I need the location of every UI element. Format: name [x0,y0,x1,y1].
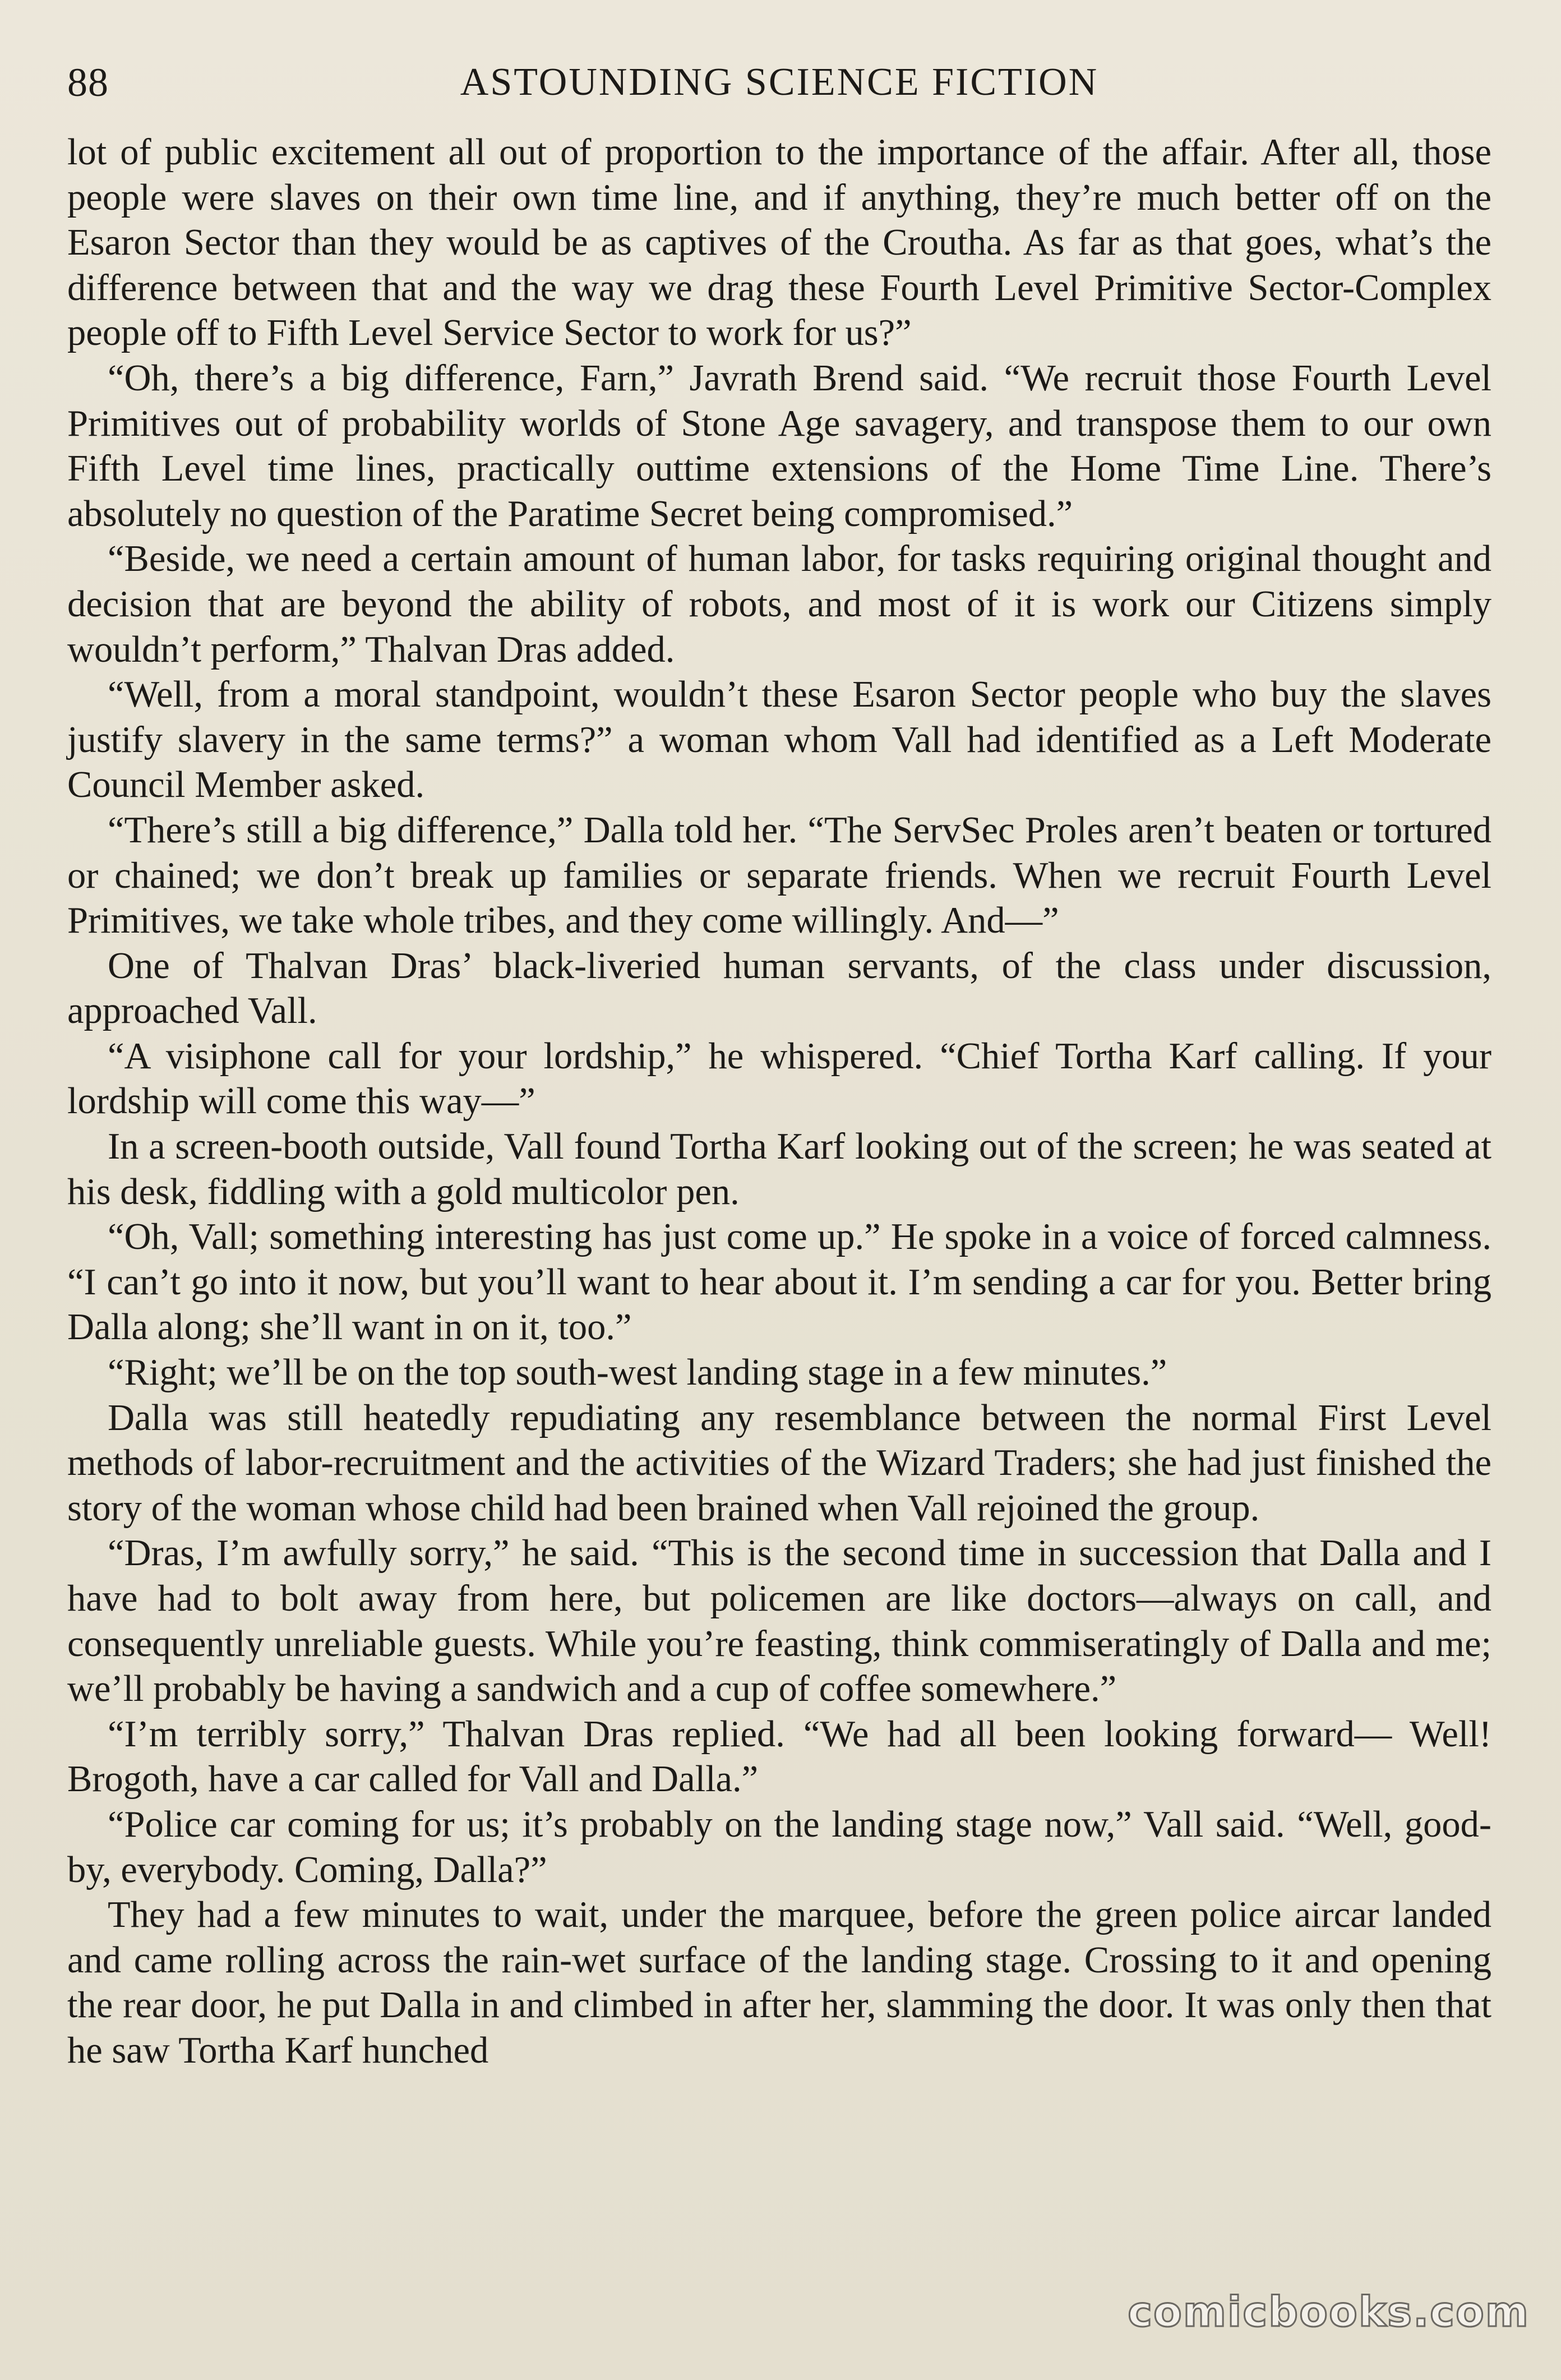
running-head: ASTOUNDING SCIENCE FICTION [460,61,1099,104]
paragraph: “Well, from a moral standpoint, wouldn’t these Esaron Sector people who buy the slaves justify slavery in the same terms?” a woman whom Vall had identified as a Left Moderate Council Member asked. [67,674,1491,806]
paragraph: “There’s still a big difference,” Dalla told her. “The ServSec Proles aren’t beaten or tortured or chained; we don’t break up families or separate friends. When we recruit Fourth Level Primitives, we take whole tribes, and they come willingly. And—” [67,809,1491,942]
paragraph: “A visiphone call for your lordship,” he whispered. “Chief Tortha Karf calling. If your lordship will come this way—” [67,1035,1491,1122]
watermark: comicbooks.com [1128,2288,1530,2336]
page-number: 88 [67,60,109,105]
paragraph: In a screen-booth outside, Vall found Tortha Karf looking out of the screen; he was seated at his desk, fiddling with a gold multicolor pen. [67,1126,1491,1212]
page-header [67,52,1491,113]
paragraph: “Beside, we need a certain amount of human labor, for tasks requiring original thought and decision that are beyond the ability of robots, and most of it is work our Citizens simply wouldn’t perform,” Thalvan Dras added. [67,538,1491,670]
paragraph: “Oh, Vall; something interesting has just come up.” He spoke in a voice of forced calmness. “I can’t go into it now, but you’ll want to hear about it. I’m sending a car for you. Better bring Dalla along; she’ll want in on it, too.” [67,1216,1491,1348]
body-text [67,130,1491,2074]
paragraph: They had a few minutes to wait, under the marquee, before the green police aircar landed and came rolling across the rain-wet surface of the landing stage. Crossing to it and opening the rear door, he put Dalla in and climbed in after her, slamming the door. It was only then that he saw Tortha Karf hunched [67,1894,1491,2071]
paragraph: “I’m terribly sorry,” Thalvan Dras replied. “We had all been looking forward— Well! Brogoth, have a car called for Vall and Dalla.” [67,1713,1491,1800]
paragraph-continued: lot of public excitement all out of proportion to the importance of the affair. After all, those people were slaves on their own time line, and if anything, they’re much better off on the Esaron Sector than they would be as captives of the Croutha. As far as that goes, what’s the difference between that and the way we drag these Fourth Level Primitive Sector-Complex people off to Fifth Level Service Sector to work for us?” [67,132,1491,354]
paragraph: One of Thalvan Dras’ black-liveried human servants, of the class under discussion, approached Vall. [67,945,1491,1032]
paragraph: “Police car coming for us; it’s probably on the landing stage now,” Vall said. “Well, good-by, everybody. Coming, Dalla?” [67,1804,1491,1890]
paragraph: “Dras, I’m awfully sorry,” he said. “This is the second time in succession that Dalla and I have had to bolt away from here, but policemen are like doctors—always on call, and consequently unreliable guests. While you’re feasting, think commiseratingly of Dalla and me; we’ll probably be having a sandwich and a cup of coffee somewhere.” [67,1533,1491,1710]
paragraph: Dalla was still heatedly repudiating any resemblance between the normal First Level methods of labor-recruitment and the activities of the Wizard Traders; she had just finished the story of the woman whose child had been brained when Vall rejoined the group. [67,1397,1491,1529]
paragraph: “Oh, there’s a big difference, Farn,” Javrath Brend said. “We recruit those Fourth Level Primitives out of probability worlds of Stone Age savagery, and transpose them to our own Fifth Level time lines, practically outtime extensions of the Home Time Line. There’s absolutely no question of the Paratime Secret being compromised.” [67,357,1491,534]
paragraph: “Right; we’ll be on the top south-west landing stage in a few minutes.” [108,1352,1167,1394]
